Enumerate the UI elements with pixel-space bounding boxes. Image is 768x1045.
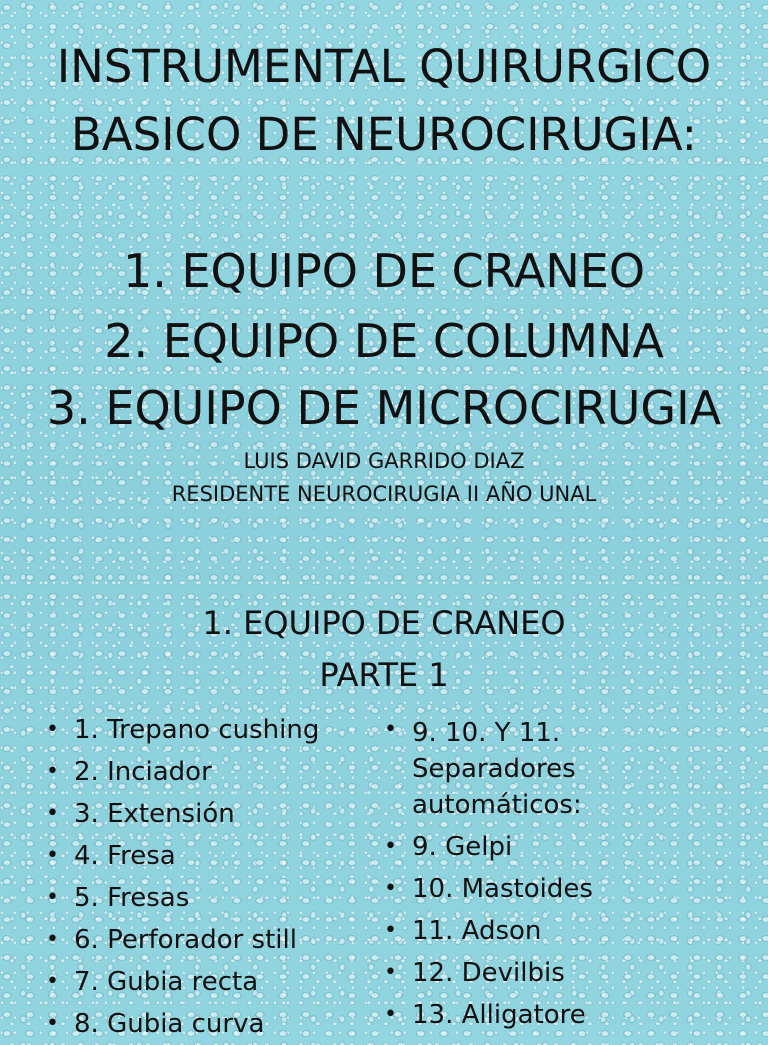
left-instrument-list	[44, 709, 319, 1045]
list-item: • 9. Gelpi	[382, 826, 622, 868]
list-item: • 3. Extensión	[44, 793, 319, 835]
list-item: • 13. Alligatore	[382, 994, 622, 1036]
list-item: • 6. Perforador still	[44, 919, 319, 961]
list-item: • 10. Mastoides	[382, 868, 622, 910]
title-line-1: INSTRUMENTAL QUIRURGICO	[56, 40, 712, 93]
list-item: • 1. Trepano cushing	[44, 709, 319, 751]
equipment-item-3: 3. EQUIPO DE MICROCIRUGIA	[46, 381, 722, 435]
slide-title-line-2: PARTE 1	[319, 656, 449, 694]
title-line-2: BASICO DE NEUROCIRUGIA:	[71, 108, 697, 161]
right-instrument-list	[382, 712, 622, 1036]
author-role: RESIDENTE NEUROCIRUGIA II AÑO UNAL	[171, 482, 597, 506]
list-item: • 7. Gubia recta	[44, 961, 319, 1003]
slide-title-line-1: 1. EQUIPO DE CRANEO	[202, 604, 566, 642]
list-item: • 11. Adson	[382, 910, 622, 952]
list-item: • 4. Fresa	[44, 835, 319, 877]
content-slide	[0, 560, 768, 1039]
equipment-item-2: 2. EQUIPO DE COLUMNA	[104, 314, 664, 368]
equipment-item-1: 1. EQUIPO DE CRANEO	[122, 244, 646, 298]
author-name: LUIS DAVID GARRIDO DIAZ	[243, 449, 525, 473]
list-item: • 2. Inciador	[44, 751, 319, 793]
list-item: • 5. Fresas	[44, 877, 319, 919]
list-item: • 9. 10. Y 11. Separadores automáticos:	[382, 712, 622, 826]
list-item: • 12. Devilbis	[382, 952, 622, 994]
list-item: • 8. Gubia curva	[44, 1003, 319, 1045]
